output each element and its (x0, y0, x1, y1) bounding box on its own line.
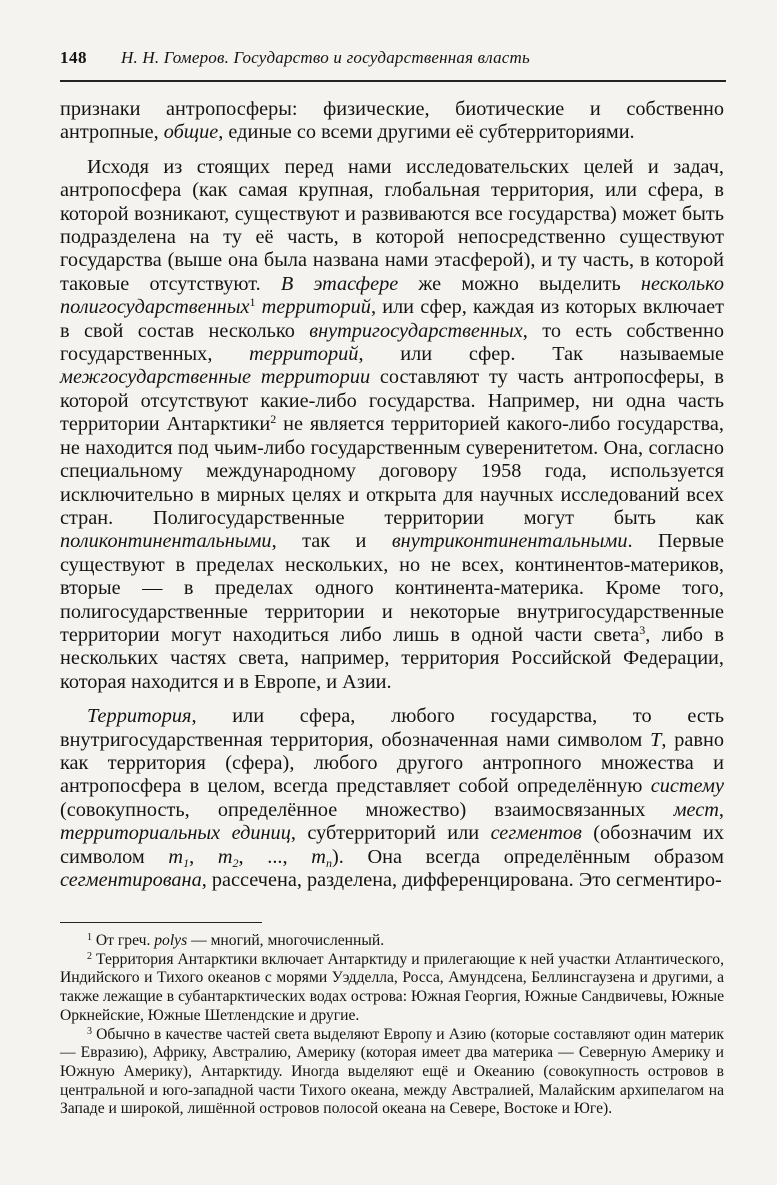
footnotes (60, 932, 724, 1119)
running-header (60, 48, 720, 68)
footnote-3: $^3$ Обычно в качестве частей света выделяют Европу и Азию (которые составляют один материк — Евразию), Африку, Австралию, Америку (которая имеет два материка — Северную Америку и Южную Америку), Антарктиду. Иногда выделяют ещё и Океанию (совокупность островов в центральной и юго-западной части Тихого океана, между Австралией, Малайским архипелагом на Западе и широкой, лишённой островов полосой океана на Севере, Востоке и Юге). (60, 1025, 724, 1118)
footnote-2: $^2$ Территория Антарктики включает Антарктиду и прилегающие к ней участки Атлантического, Индийского и Тихого океанов с морями Уэдделла, Росса, Амундсена, Беллинсгаузена и другими, а также лежащие в субантарктических водах острова: Южная Георгия, Южные Сандвичевы, Южные Оркнейские, Южные Шетлендские и другие. (60, 950, 724, 1024)
paragraph-3: Территория, или сфера, любого государства, то есть внутригосударственная территория, обозначенная нами символом Т, равно как территория (сфера), любого другого антропного множества и антропосфера в целом, всегда представляет собой определённую систему (совокупность, определённое множество) взаимосвязанных мест, территориальных единиц, субтерриторий или сегментов (обозначим их символом $m_1$, $m_2$, ..., $m_n$). Она всегда определённым образом сегментирована, рассечена, разделена, дифференцирована. Это сегментиро- (60, 705, 724, 891)
footnote-divider (60, 922, 262, 923)
main-text (60, 98, 724, 903)
page-number: 148 (60, 48, 87, 67)
footnote-1: $^1$ От греч. polys — многий, многочисленный. (87, 932, 385, 949)
header-divider (60, 80, 726, 82)
paragraph-1: признаки антропосферы: физические, биотические и собственно антропные, общие, единые со всеми другими её субтерриториями. (60, 98, 724, 144)
running-title: Н. Н. Гомеров. Государство и государственная власть (121, 48, 530, 67)
paragraph-2: Исходя из стоящих перед нами исследовательских целей и задач, антропосфера (как самая крупная, глобальная территория, или сфера, в которой возникают, существуют и развиваются все государства) может быть подразделена на ту её часть, в которой непосредственно существуют государства (выше она была названа нами этасферой), и ту часть, в которой таковые отсутствуют. В этасфере же можно выделить несколько полигосударственных$^1$ территорий, или сфер, каждая из которых включает в свой состав несколько внутригосударственных, то есть собственно государственных, территорий, или сфер. Так называемые межгосударственные территории составляют ту часть антропосферы, в которой отсутствуют какие-либо государства. Например, ни одна часть территории Антарктики$^2$ не является территорией какого-либо государства, не находится под чьим-либо государственным суверенитетом. Она, согласно специальному международному договору 1958 года, используется исключительно в мирных целях и открыта для научных исследований всех стран. Полигосударственные территории могут быть как поликонтинентальными, так и внутриконтинентальными. Первые существуют в пределах нескольких, но не всех, континентов-материков, вторые — в пределах одного континента-материка. Кроме того, полигосударственные территории и некоторые внутригосударственные территории могут находиться либо лишь в одной части света$^3$, либо в нескольких частях света, например, территория Российской Федерации, которая находится и в Европе, и Азии. (60, 155, 724, 693)
